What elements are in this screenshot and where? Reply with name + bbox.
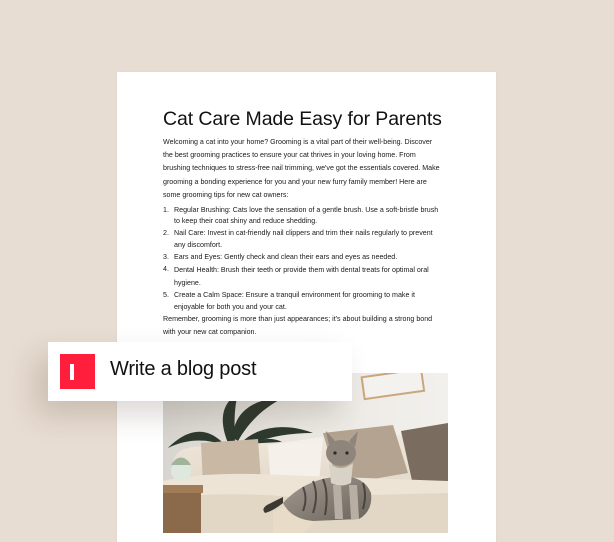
document-title: Cat Care Made Easy for Parents — [163, 108, 442, 130]
grooming-tips-list — [163, 205, 443, 314]
list-text: Create a Calm Space: Ensure a tranquil environment for grooming to make it enjoyable for both you and your cat. — [174, 291, 415, 311]
list-number: 4. — [163, 264, 169, 273]
list-number: 3. — [163, 252, 169, 261]
text-cursor-icon — [60, 354, 95, 389]
list-number: 2. — [163, 229, 169, 238]
prompt-badge — [48, 342, 352, 401]
list-text: Regular Brushing: Cats love the sensation of a gentle brush. Use a soft-bristle brush to keep their coat shiny and reduce shedding. — [174, 206, 439, 226]
list-item — [163, 290, 443, 313]
list-number: 1. — [163, 206, 169, 214]
prompt-label: Write a blog post — [110, 358, 257, 380]
list-item — [163, 228, 443, 251]
closing-paragraph: Remember, grooming is more than just appearances; it's about building a strong bond with your new cat companion. — [163, 315, 433, 337]
list-item — [163, 205, 443, 228]
list-item — [163, 252, 443, 263]
list-text: Dental Health: Brush their teeth or provide them with dental treats for optimal oral hygiene. — [174, 265, 429, 287]
list-number: 5. — [163, 291, 169, 300]
list-text: Nail Care: Invest in cat-friendly nail clippers and trim their nails regularly to prevent any discomfort. — [174, 229, 433, 249]
document-page — [117, 72, 496, 542]
intro-paragraph: Welcoming a cat into your home? Grooming is a vital part of their well-being. Discover the best grooming practices to ensure your cat thrives in your loving home. From brushing techniques to stress-free nail trimming, we've got the essentials covered. Make grooming a bonding experience for you and your new furry family member! Here are some grooming tips for new cat owners: — [163, 138, 440, 199]
list-item — [163, 264, 443, 290]
list-text: Ears and Eyes: Gently check and clean their ears and eyes as needed. — [174, 252, 398, 261]
